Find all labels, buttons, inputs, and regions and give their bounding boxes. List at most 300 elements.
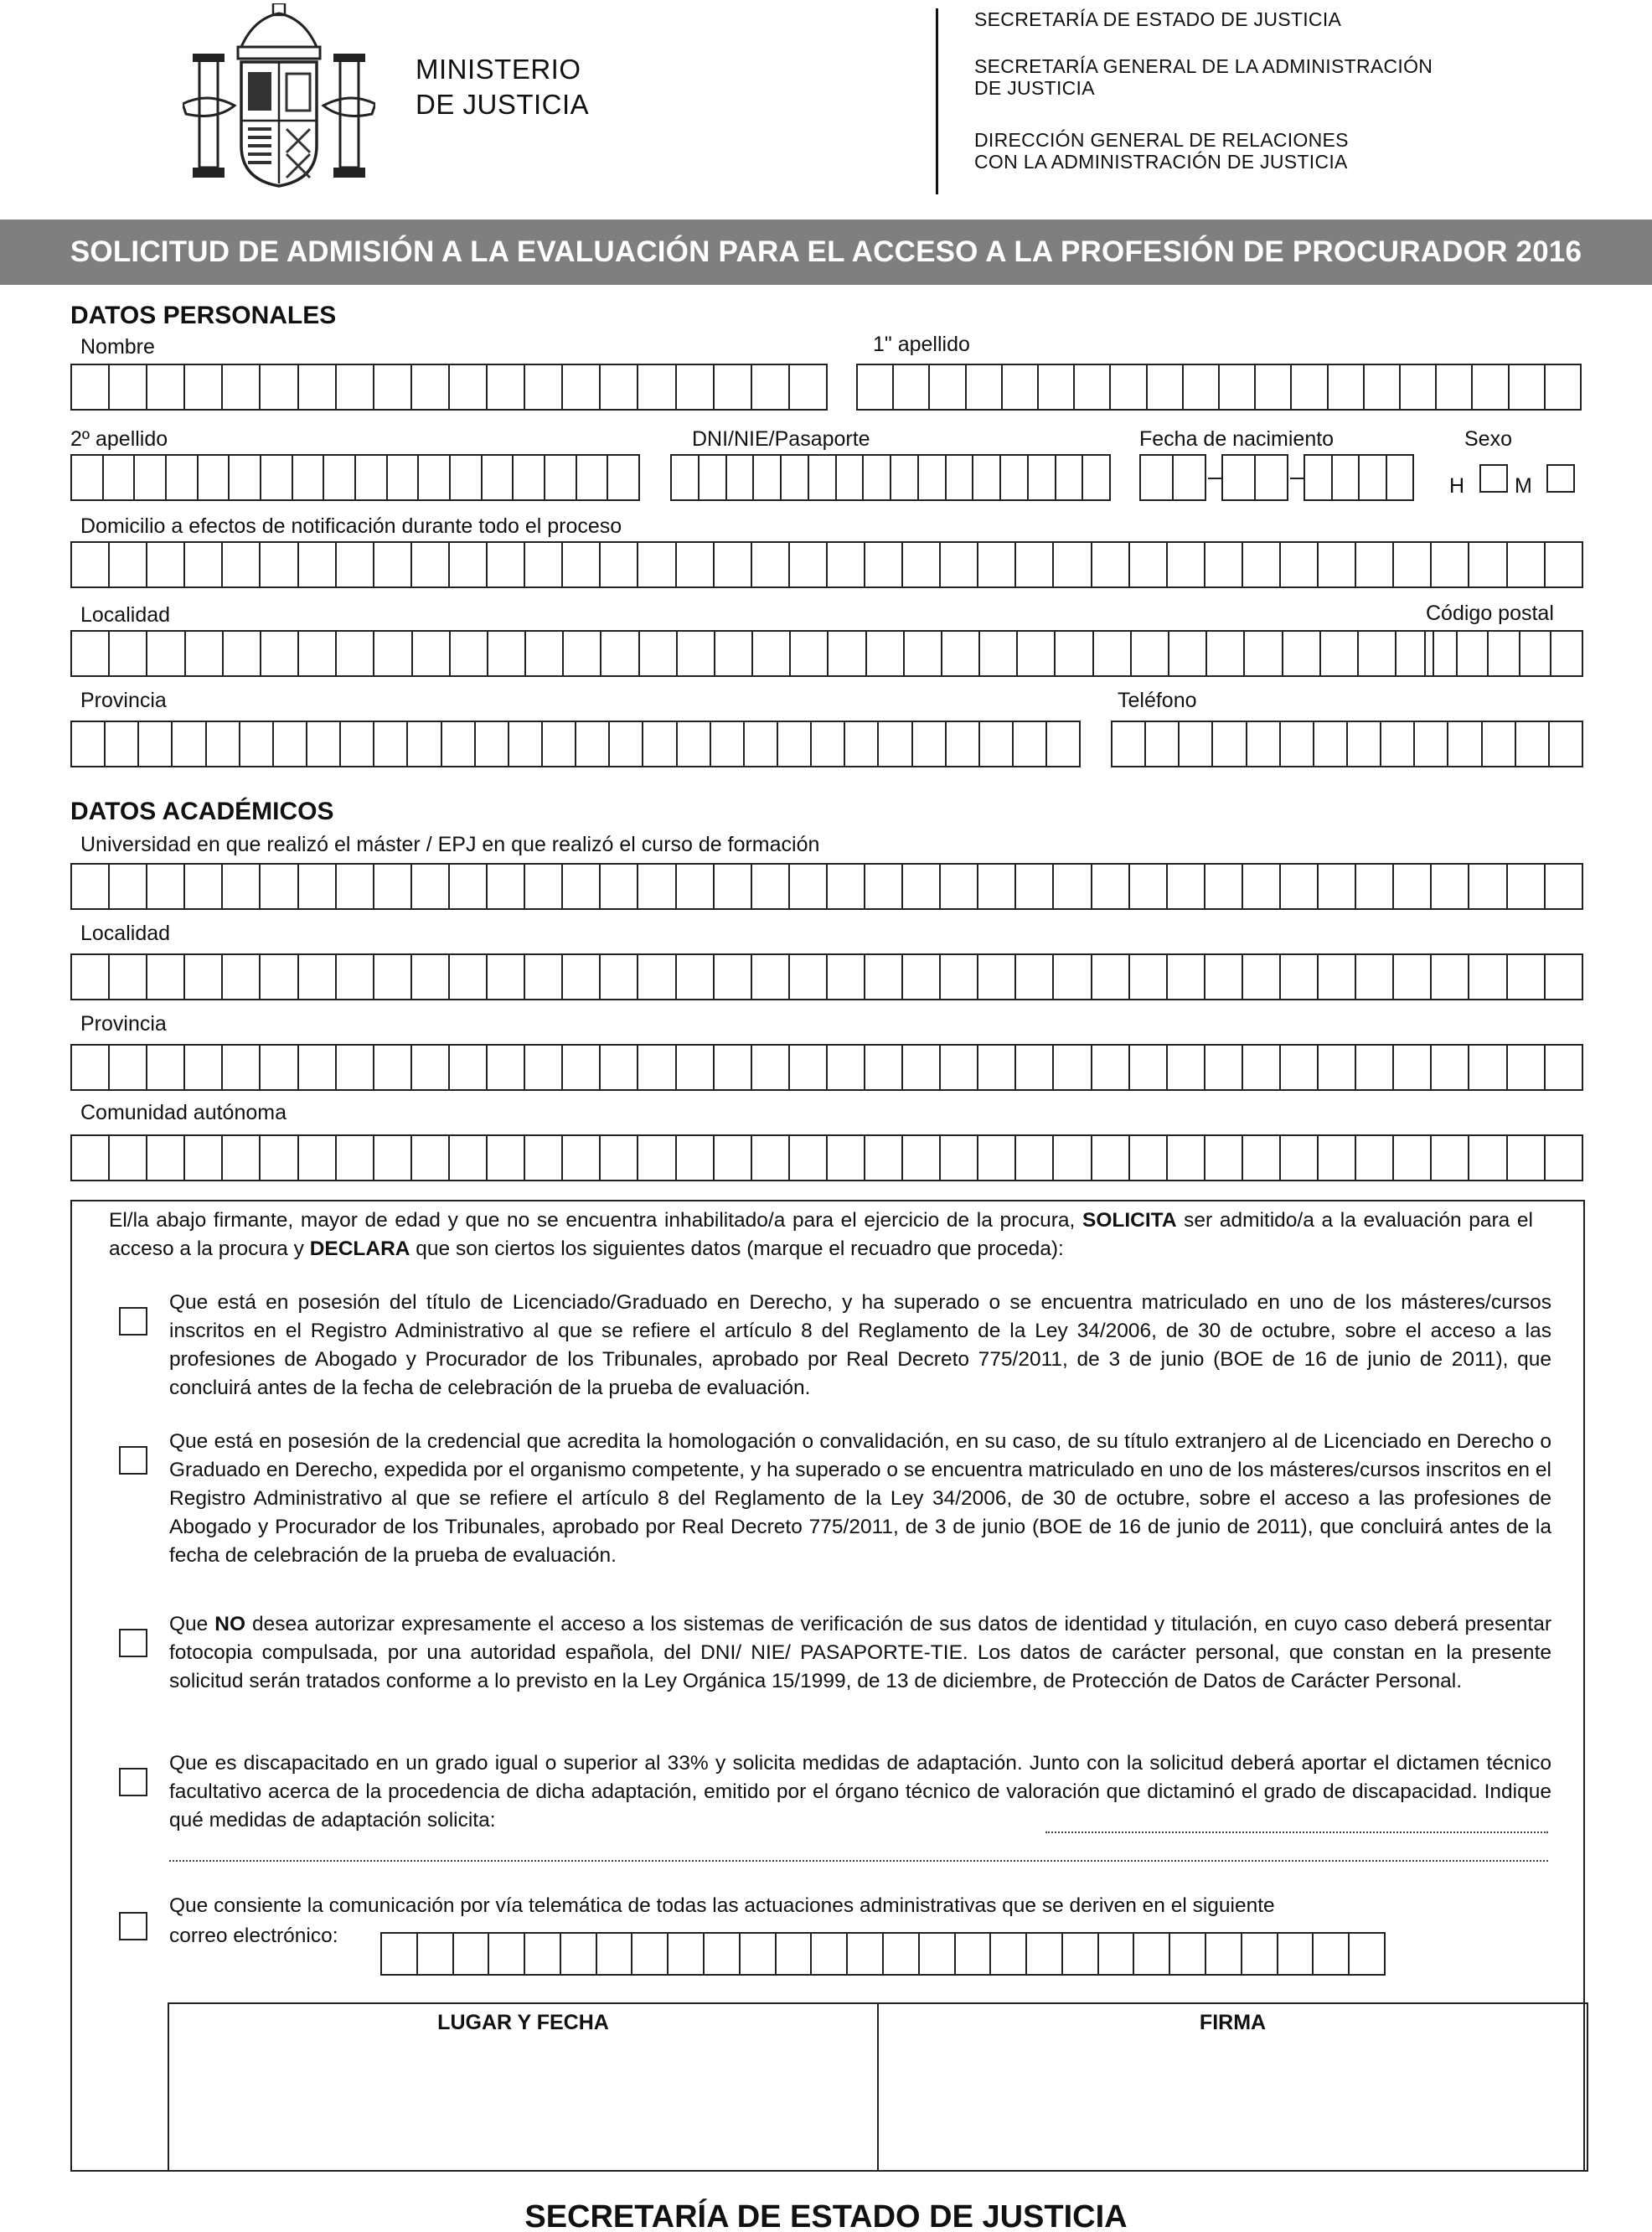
char-cell[interactable]	[672, 456, 700, 499]
char-cell[interactable]	[632, 1934, 669, 1974]
char-cell[interactable]	[1130, 865, 1168, 908]
char-cell[interactable]	[1054, 1136, 1092, 1180]
char-cell[interactable]	[942, 632, 980, 675]
char-cell[interactable]	[894, 365, 930, 409]
char-cell[interactable]	[790, 1046, 828, 1089]
char-cell[interactable]	[1205, 1046, 1243, 1089]
char-cell[interactable]	[525, 865, 563, 908]
char-cell[interactable]	[980, 722, 1014, 766]
char-cell[interactable]	[72, 1046, 110, 1089]
char-cell[interactable]	[72, 955, 110, 999]
char-cell[interactable]	[1546, 1136, 1583, 1180]
char-cell[interactable]	[1432, 865, 1469, 908]
char-cell[interactable]	[1381, 722, 1415, 766]
char-cell[interactable]	[413, 632, 451, 675]
char-cell[interactable]	[135, 456, 167, 499]
char-cell[interactable]	[1243, 865, 1281, 908]
char-cell[interactable]	[941, 543, 978, 586]
char-cell[interactable]	[956, 1934, 992, 1974]
char-cell[interactable]	[223, 1136, 261, 1180]
char-cell[interactable]	[1508, 1046, 1546, 1089]
char-cell[interactable]	[374, 1046, 412, 1089]
char-cell[interactable]	[638, 365, 676, 409]
char-cell[interactable]	[147, 1136, 185, 1180]
codigo-postal-field[interactable]	[1424, 630, 1583, 677]
char-cell[interactable]	[845, 722, 879, 766]
char-cell[interactable]	[509, 722, 543, 766]
char-cell[interactable]	[451, 632, 488, 675]
char-cell[interactable]	[1054, 1046, 1092, 1089]
char-cell[interactable]	[790, 955, 828, 999]
char-cell[interactable]	[299, 365, 337, 409]
char-cell[interactable]	[337, 955, 374, 999]
char-cell[interactable]	[601, 365, 638, 409]
char-cell[interactable]	[867, 632, 905, 675]
char-cell[interactable]	[307, 722, 341, 766]
char-cell[interactable]	[1469, 543, 1507, 586]
academic-provincia-field[interactable]	[70, 1044, 1583, 1091]
char-cell[interactable]	[903, 1046, 941, 1089]
char-cell[interactable]	[1092, 865, 1130, 908]
char-cell[interactable]	[110, 365, 147, 409]
sexo-m-checkbox[interactable]	[1546, 464, 1575, 493]
char-cell[interactable]	[991, 1934, 1027, 1974]
char-cell[interactable]	[1550, 722, 1583, 766]
char-cell[interactable]	[1469, 1046, 1507, 1089]
char-cell[interactable]	[1169, 632, 1207, 675]
char-cell[interactable]	[1027, 1934, 1063, 1974]
char-cell[interactable]	[919, 456, 947, 499]
char-cell[interactable]	[1292, 365, 1328, 409]
char-cell[interactable]	[1168, 1046, 1205, 1089]
char-cell[interactable]	[848, 1934, 884, 1974]
char-cell[interactable]	[1473, 365, 1509, 409]
char-cell[interactable]	[754, 456, 782, 499]
char-cell[interactable]	[1016, 1136, 1054, 1180]
char-cell[interactable]	[1148, 365, 1184, 409]
char-cell[interactable]	[374, 365, 412, 409]
char-cell[interactable]	[72, 543, 110, 586]
universidad-field[interactable]	[70, 863, 1583, 910]
char-cell[interactable]	[1394, 1136, 1432, 1180]
char-cell[interactable]	[597, 1934, 633, 1974]
char-cell[interactable]	[576, 722, 610, 766]
char-cell[interactable]	[374, 543, 412, 586]
char-cell[interactable]	[374, 632, 412, 675]
char-cell[interactable]	[382, 1934, 418, 1974]
char-cell[interactable]	[185, 365, 223, 409]
char-cell[interactable]	[610, 722, 643, 766]
char-cell[interactable]	[173, 722, 206, 766]
char-cell[interactable]	[903, 1136, 941, 1180]
fecha-mes-field[interactable]	[1221, 454, 1288, 501]
char-cell[interactable]	[1130, 955, 1168, 999]
char-cell[interactable]	[1016, 955, 1054, 999]
char-cell[interactable]	[753, 632, 791, 675]
declaration-checkbox-4[interactable]	[119, 1768, 147, 1796]
lugar-fecha-cell[interactable]	[169, 2004, 877, 2170]
academic-localidad-field[interactable]	[70, 953, 1583, 1000]
char-cell[interactable]	[711, 722, 745, 766]
char-cell[interactable]	[261, 456, 293, 499]
char-cell[interactable]	[261, 1136, 298, 1180]
char-cell[interactable]	[110, 543, 147, 586]
char-cell[interactable]	[1075, 365, 1111, 409]
char-cell[interactable]	[1130, 543, 1168, 586]
char-cell[interactable]	[1205, 543, 1243, 586]
char-cell[interactable]	[412, 865, 450, 908]
char-cell[interactable]	[299, 543, 337, 586]
char-cell[interactable]	[450, 1046, 488, 1089]
char-cell[interactable]	[745, 722, 778, 766]
char-cell[interactable]	[488, 955, 525, 999]
char-cell[interactable]	[715, 543, 752, 586]
char-cell[interactable]	[1319, 865, 1356, 908]
char-cell[interactable]	[1281, 722, 1314, 766]
char-cell[interactable]	[185, 955, 223, 999]
char-cell[interactable]	[1256, 365, 1292, 409]
char-cell[interactable]	[412, 543, 450, 586]
char-cell[interactable]	[1546, 955, 1583, 999]
char-cell[interactable]	[207, 722, 240, 766]
char-cell[interactable]	[110, 632, 147, 675]
char-cell[interactable]	[525, 1046, 563, 1089]
char-cell[interactable]	[261, 1046, 298, 1089]
char-cell[interactable]	[1223, 456, 1256, 499]
char-cell[interactable]	[1213, 722, 1247, 766]
char-cell[interactable]	[147, 1046, 185, 1089]
char-cell[interactable]	[223, 865, 261, 908]
char-cell[interactable]	[1243, 1046, 1281, 1089]
char-cell[interactable]	[715, 365, 752, 409]
char-cell[interactable]	[1134, 1934, 1170, 1974]
char-cell[interactable]	[1243, 955, 1281, 999]
char-cell[interactable]	[1054, 955, 1092, 999]
char-cell[interactable]	[941, 865, 978, 908]
char-cell[interactable]	[727, 456, 755, 499]
char-cell[interactable]	[1278, 1934, 1314, 1974]
char-cell[interactable]	[299, 632, 337, 675]
char-cell[interactable]	[1184, 365, 1220, 409]
char-cell[interactable]	[72, 865, 110, 908]
char-cell[interactable]	[947, 722, 980, 766]
char-cell[interactable]	[564, 632, 601, 675]
char-cell[interactable]	[777, 1934, 813, 1974]
char-cell[interactable]	[978, 1136, 1016, 1180]
char-cell[interactable]	[147, 543, 185, 586]
char-cell[interactable]	[563, 1046, 601, 1089]
comunidad-field[interactable]	[70, 1134, 1583, 1181]
char-cell[interactable]	[1168, 1136, 1205, 1180]
char-cell[interactable]	[110, 865, 147, 908]
char-cell[interactable]	[1469, 865, 1507, 908]
char-cell[interactable]	[828, 865, 865, 908]
char-cell[interactable]	[1063, 1934, 1099, 1974]
char-cell[interactable]	[1469, 1136, 1507, 1180]
char-cell[interactable]	[1333, 456, 1360, 499]
char-cell[interactable]	[337, 543, 374, 586]
char-cell[interactable]	[412, 1136, 450, 1180]
char-cell[interactable]	[147, 365, 185, 409]
char-cell[interactable]	[677, 1046, 715, 1089]
char-cell[interactable]	[638, 1136, 676, 1180]
char-cell[interactable]	[1174, 456, 1206, 499]
char-cell[interactable]	[1170, 1934, 1206, 1974]
char-cell[interactable]	[1132, 632, 1169, 675]
char-cell[interactable]	[545, 456, 577, 499]
char-cell[interactable]	[1141, 456, 1174, 499]
char-cell[interactable]	[678, 722, 711, 766]
char-cell[interactable]	[1206, 1934, 1242, 1974]
char-cell[interactable]	[1458, 632, 1489, 675]
char-cell[interactable]	[1054, 543, 1092, 586]
adaptation-measures-line[interactable]	[1045, 1832, 1548, 1833]
char-cell[interactable]	[1508, 543, 1546, 586]
char-cell[interactable]	[563, 955, 601, 999]
char-cell[interactable]	[324, 456, 356, 499]
char-cell[interactable]	[337, 1046, 374, 1089]
char-cell[interactable]	[1432, 955, 1469, 999]
telefono-field[interactable]	[1111, 721, 1583, 767]
char-cell[interactable]	[337, 1136, 374, 1180]
char-cell[interactable]	[374, 722, 408, 766]
char-cell[interactable]	[752, 365, 790, 409]
char-cell[interactable]	[563, 865, 601, 908]
char-cell[interactable]	[1039, 365, 1075, 409]
char-cell[interactable]	[601, 632, 639, 675]
char-cell[interactable]	[1483, 722, 1516, 766]
char-cell[interactable]	[941, 1046, 978, 1089]
char-cell[interactable]	[374, 955, 412, 999]
char-cell[interactable]	[488, 543, 525, 586]
char-cell[interactable]	[1168, 543, 1205, 586]
char-cell[interactable]	[1356, 955, 1394, 999]
firma-cell[interactable]	[877, 2004, 1587, 2170]
char-cell[interactable]	[261, 632, 299, 675]
char-cell[interactable]	[608, 456, 640, 499]
char-cell[interactable]	[1401, 365, 1437, 409]
char-cell[interactable]	[442, 722, 476, 766]
char-cell[interactable]	[601, 955, 638, 999]
char-cell[interactable]	[884, 1934, 920, 1974]
char-cell[interactable]	[1510, 365, 1546, 409]
char-cell[interactable]	[640, 632, 678, 675]
char-cell[interactable]	[790, 865, 828, 908]
char-cell[interactable]	[752, 865, 790, 908]
char-cell[interactable]	[1432, 1046, 1469, 1089]
char-cell[interactable]	[677, 865, 715, 908]
char-cell[interactable]	[1348, 722, 1381, 766]
char-cell[interactable]	[980, 632, 1018, 675]
apellido1-field[interactable]	[856, 364, 1582, 411]
char-cell[interactable]	[741, 1934, 777, 1974]
char-cell[interactable]	[828, 955, 865, 999]
char-cell[interactable]	[913, 722, 947, 766]
char-cell[interactable]	[199, 456, 230, 499]
char-cell[interactable]	[72, 632, 110, 675]
char-cell[interactable]	[1359, 632, 1396, 675]
char-cell[interactable]	[903, 543, 941, 586]
char-cell[interactable]	[865, 543, 903, 586]
char-cell[interactable]	[865, 1136, 903, 1180]
char-cell[interactable]	[488, 1136, 525, 1180]
adaptation-measures-line[interactable]	[169, 1860, 1548, 1862]
char-cell[interactable]	[782, 456, 809, 499]
char-cell[interactable]	[1365, 365, 1401, 409]
char-cell[interactable]	[837, 456, 865, 499]
provincia-field[interactable]	[70, 721, 1081, 767]
char-cell[interactable]	[601, 865, 638, 908]
char-cell[interactable]	[752, 1046, 790, 1089]
char-cell[interactable]	[72, 365, 110, 409]
char-cell[interactable]	[790, 543, 828, 586]
char-cell[interactable]	[1508, 955, 1546, 999]
char-cell[interactable]	[973, 456, 1001, 499]
char-cell[interactable]	[715, 632, 753, 675]
char-cell[interactable]	[1016, 1046, 1054, 1089]
char-cell[interactable]	[299, 1136, 337, 1180]
char-cell[interactable]	[1016, 543, 1054, 586]
fecha-anio-field[interactable]	[1304, 454, 1414, 501]
char-cell[interactable]	[829, 632, 866, 675]
char-cell[interactable]	[1448, 722, 1482, 766]
char-cell[interactable]	[240, 722, 274, 766]
char-cell[interactable]	[1003, 365, 1039, 409]
char-cell[interactable]	[677, 955, 715, 999]
char-cell[interactable]	[1356, 1136, 1394, 1180]
char-cell[interactable]	[1281, 1046, 1319, 1089]
char-cell[interactable]	[1314, 1934, 1350, 1974]
char-cell[interactable]	[106, 722, 139, 766]
char-cell[interactable]	[1099, 1934, 1135, 1974]
char-cell[interactable]	[274, 722, 307, 766]
char-cell[interactable]	[488, 365, 525, 409]
char-cell[interactable]	[638, 1046, 676, 1089]
char-cell[interactable]	[790, 1136, 828, 1180]
char-cell[interactable]	[1281, 865, 1319, 908]
char-cell[interactable]	[1242, 1934, 1278, 1974]
char-cell[interactable]	[828, 543, 865, 586]
char-cell[interactable]	[1319, 1136, 1356, 1180]
char-cell[interactable]	[1356, 543, 1394, 586]
char-cell[interactable]	[388, 456, 420, 499]
char-cell[interactable]	[577, 456, 609, 499]
char-cell[interactable]	[638, 543, 676, 586]
char-cell[interactable]	[1437, 365, 1473, 409]
char-cell[interactable]	[700, 456, 727, 499]
char-cell[interactable]	[525, 1934, 561, 1974]
char-cell[interactable]	[488, 865, 525, 908]
char-cell[interactable]	[293, 456, 325, 499]
char-cell[interactable]	[978, 1046, 1016, 1089]
char-cell[interactable]	[451, 456, 483, 499]
char-cell[interactable]	[1113, 722, 1146, 766]
char-cell[interactable]	[563, 1136, 601, 1180]
char-cell[interactable]	[941, 955, 978, 999]
char-cell[interactable]	[1247, 722, 1281, 766]
char-cell[interactable]	[72, 456, 104, 499]
char-cell[interactable]	[1243, 1136, 1281, 1180]
fecha-dia-field[interactable]	[1139, 454, 1206, 501]
char-cell[interactable]	[1083, 456, 1111, 499]
dni-field[interactable]	[670, 454, 1111, 501]
char-cell[interactable]	[337, 865, 374, 908]
char-cell[interactable]	[638, 955, 676, 999]
char-cell[interactable]	[978, 865, 1016, 908]
char-cell[interactable]	[1220, 365, 1256, 409]
char-cell[interactable]	[543, 722, 576, 766]
char-cell[interactable]	[1094, 632, 1132, 675]
char-cell[interactable]	[450, 543, 488, 586]
char-cell[interactable]	[905, 632, 942, 675]
char-cell[interactable]	[412, 365, 450, 409]
char-cell[interactable]	[476, 722, 509, 766]
char-cell[interactable]	[1426, 632, 1458, 675]
char-cell[interactable]	[752, 955, 790, 999]
char-cell[interactable]	[223, 543, 261, 586]
char-cell[interactable]	[1329, 365, 1365, 409]
char-cell[interactable]	[1551, 632, 1583, 675]
char-cell[interactable]	[489, 1934, 525, 1974]
char-cell[interactable]	[1356, 865, 1394, 908]
char-cell[interactable]	[967, 365, 1003, 409]
char-cell[interactable]	[1432, 543, 1469, 586]
char-cell[interactable]	[72, 722, 106, 766]
char-cell[interactable]	[341, 722, 374, 766]
declaration-checkbox-3[interactable]	[119, 1629, 147, 1657]
char-cell[interactable]	[230, 456, 261, 499]
char-cell[interactable]	[186, 632, 224, 675]
char-cell[interactable]	[1207, 632, 1245, 675]
char-cell[interactable]	[1283, 632, 1321, 675]
char-cell[interactable]	[677, 365, 715, 409]
char-cell[interactable]	[715, 865, 752, 908]
char-cell[interactable]	[1256, 456, 1288, 499]
declaration-checkbox-5[interactable]	[119, 1912, 147, 1940]
char-cell[interactable]	[1056, 632, 1093, 675]
char-cell[interactable]	[139, 722, 173, 766]
char-cell[interactable]	[809, 456, 837, 499]
char-cell[interactable]	[1350, 1934, 1386, 1974]
char-cell[interactable]	[865, 1046, 903, 1089]
char-cell[interactable]	[1508, 1136, 1546, 1180]
char-cell[interactable]	[879, 722, 912, 766]
char-cell[interactable]	[72, 1136, 110, 1180]
char-cell[interactable]	[1092, 1046, 1130, 1089]
sexo-h-checkbox[interactable]	[1479, 464, 1508, 493]
char-cell[interactable]	[1546, 543, 1583, 586]
char-cell[interactable]	[1146, 722, 1180, 766]
char-cell[interactable]	[1205, 865, 1243, 908]
char-cell[interactable]	[752, 1136, 790, 1180]
char-cell[interactable]	[1054, 865, 1092, 908]
char-cell[interactable]	[1394, 955, 1432, 999]
char-cell[interactable]	[1546, 1046, 1583, 1089]
nombre-field[interactable]	[70, 364, 828, 411]
char-cell[interactable]	[185, 1046, 223, 1089]
char-cell[interactable]	[1205, 1136, 1243, 1180]
char-cell[interactable]	[791, 632, 829, 675]
char-cell[interactable]	[1356, 1046, 1394, 1089]
char-cell[interactable]	[1168, 865, 1205, 908]
char-cell[interactable]	[526, 632, 564, 675]
char-cell[interactable]	[299, 955, 337, 999]
char-cell[interactable]	[261, 865, 298, 908]
char-cell[interactable]	[223, 1046, 261, 1089]
char-cell[interactable]	[224, 632, 261, 675]
char-cell[interactable]	[1014, 722, 1047, 766]
char-cell[interactable]	[1387, 456, 1415, 499]
